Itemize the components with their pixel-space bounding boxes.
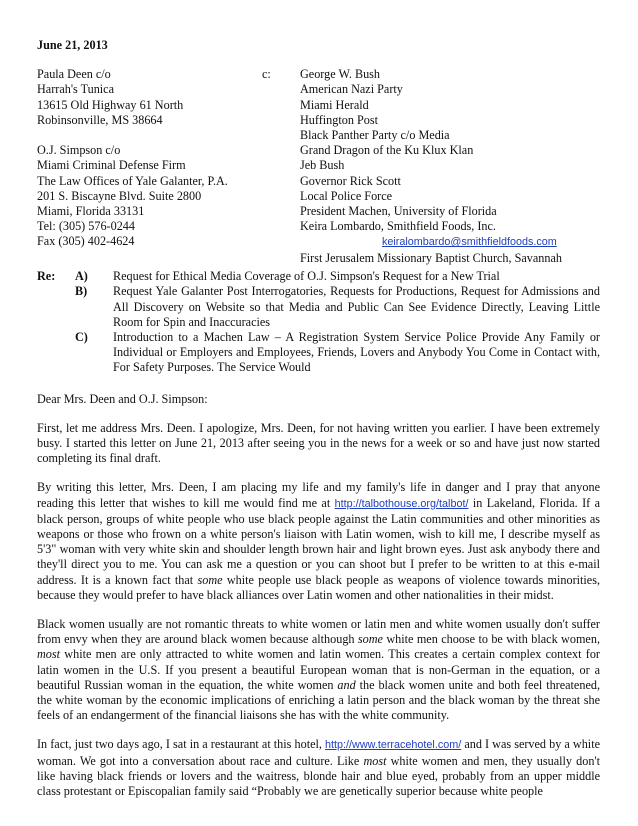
re-item (37, 284, 600, 330)
sender-line: 13615 Old Highway 61 North (37, 97, 184, 112)
sender-line: 201 S. Biscayne Blvd. Suite 2800 (37, 188, 202, 203)
sender-line: Harrah's Tunica (37, 82, 115, 97)
cc-recipient: Jeb Bush (300, 158, 345, 173)
cc-recipient: Miami Herald (300, 97, 369, 112)
re-item (37, 269, 600, 284)
re-item (37, 330, 600, 376)
sender-line: Miami Criminal Defense Firm (37, 158, 186, 173)
cc-label: c: (262, 67, 271, 82)
cc-recipient: Black Panther Party c/o Media (300, 128, 450, 143)
salutation: Dear Mrs. Deen and O.J. Simpson: (37, 391, 208, 406)
cc-recipient: Governor Rick Scott (300, 173, 401, 188)
re-label: Re: (37, 269, 56, 284)
body-paragraph: Black women usually are not romantic threats to white women or latin men and white women usually don't suffer from envy when they are around black women because although some white men choose to be with black women, most white men are only attracted to white women and latin women. This creates a certain complex context for latin women in the U.S. If you present a beautiful European woman that is non-German in the equation, or a beautiful Russian woman in the equation, the white women and the black women unite and both feel threatened, the white woman by the economic implications of enriching a latin person and the black woman by the threat she feels of an endangerment of the financial liaisons she has with the white community. (37, 617, 600, 723)
terrace-hotel-link[interactable]: http://www.terracehotel.com/ (325, 739, 462, 752)
sender-line: O.J. Simpson c/o (37, 143, 121, 158)
cc-recipient: Grand Dragon of the Ku Klux Klan (300, 143, 474, 158)
cc-email-row (300, 234, 610, 250)
body-paragraph: In fact, just two days ago, I sat in a restaurant at this hotel, http://www.terracehotel.com/ and I was served by a white woman. We got into a conversation about race and culture. Like most white women and men, they usually don't like having black friends or lovers and the waitress, blonde hair and blue eyed, probably from an upper middle class protestant or Episcopalian family said “Probably we are genetically superior because white people (37, 737, 600, 799)
re-item-text: Request for Ethical Media Coverage of O.J. Simpson's Request for a New Trial (113, 269, 500, 284)
cc-recipient: First Jerusalem Missionary Baptist Church, Savannah (300, 250, 563, 265)
sender-line: Fax (305) 402-4624 (37, 234, 135, 249)
address-block (37, 67, 600, 265)
sender-line: The Law Offices of Yale Galanter, P.A. (37, 173, 228, 188)
re-item-letter: B) (75, 284, 88, 299)
cc-recipient: Local Police Force (300, 188, 393, 203)
cc-recipient: George W. Bush (300, 67, 381, 82)
body-paragraph: First, let me address Mrs. Deen. I apologize, Mrs. Deen, for not having written you earlier. I have been extremely busy. I started this letter on June 21, 2013 after seeing you in the news for a week or so and have just now started completing its final draft. (37, 420, 600, 466)
re-item-text: Introduction to a Machen Law – A Registration System Service Police Provide Any Family or Individual or Employers and Employees, Friends, Lovers and Anybody You Come in Contact with, For Safety Purposes. The Service Would (113, 330, 600, 375)
cc-recipient: American Nazi Party (300, 82, 403, 97)
re-item-letter: A) (75, 269, 88, 284)
cc-recipient: Huffington Post (300, 112, 378, 127)
letter-page (37, 38, 600, 799)
re-item-letter: C) (75, 330, 88, 345)
sender-line: Miami, Florida 33131 (37, 204, 145, 219)
body-paragraph: By writing this letter, Mrs. Deen, I am placing my life and my family's life in danger and I pray that anyone reading this letter that wishes to kill me would find me at http://talbothouse.org/talbot/ in Lakeland, Florida. If a black person, groups of white people who use black people against the Latin communities and other minorities as weapons or those who frown on a white person's liaison with Latin women, wish to kill me, I describe myself as 5'3" woman with very white skin and shoulder length brown hair and light brown eyes. Just ask anybody there and they'll direct you to me. You can ask me a question or you can shoot but I prefer to be written to at this e-mail address. It is a known fact that some white people use black people as weapons of violence towards minorities, because they would prefer to have black alliances over Latin women and other nationalities in their midst. (37, 480, 600, 602)
sender-line: Tel: (305) 576-0244 (37, 219, 135, 234)
cc-list (300, 67, 610, 266)
re-section (37, 269, 600, 375)
sender-line: Paula Deen c/o (37, 67, 111, 82)
letter-date: June 21, 2013 (37, 38, 108, 52)
cc-recipient: President Machen, University of Florida (300, 204, 497, 219)
talbot-house-link[interactable]: http://talbothouse.org/talbot/ (334, 497, 469, 510)
re-item-text: Request Yale Galanter Post Interrogatories, Requests for Productions, Request for Admissions and All Discovery on Website so that Media and Public Can See Evidence Directly, Leaving Little Room for Spin and Inaccuracies (113, 284, 600, 329)
sender-line: Robinsonville, MS 38664 (37, 112, 163, 127)
cc-recipient: Keira Lombardo, Smithfield Foods, Inc. (300, 219, 496, 234)
sender-address (37, 67, 277, 249)
cc-email-link[interactable]: keiralombardo@smithfieldfoods.com (382, 236, 557, 249)
